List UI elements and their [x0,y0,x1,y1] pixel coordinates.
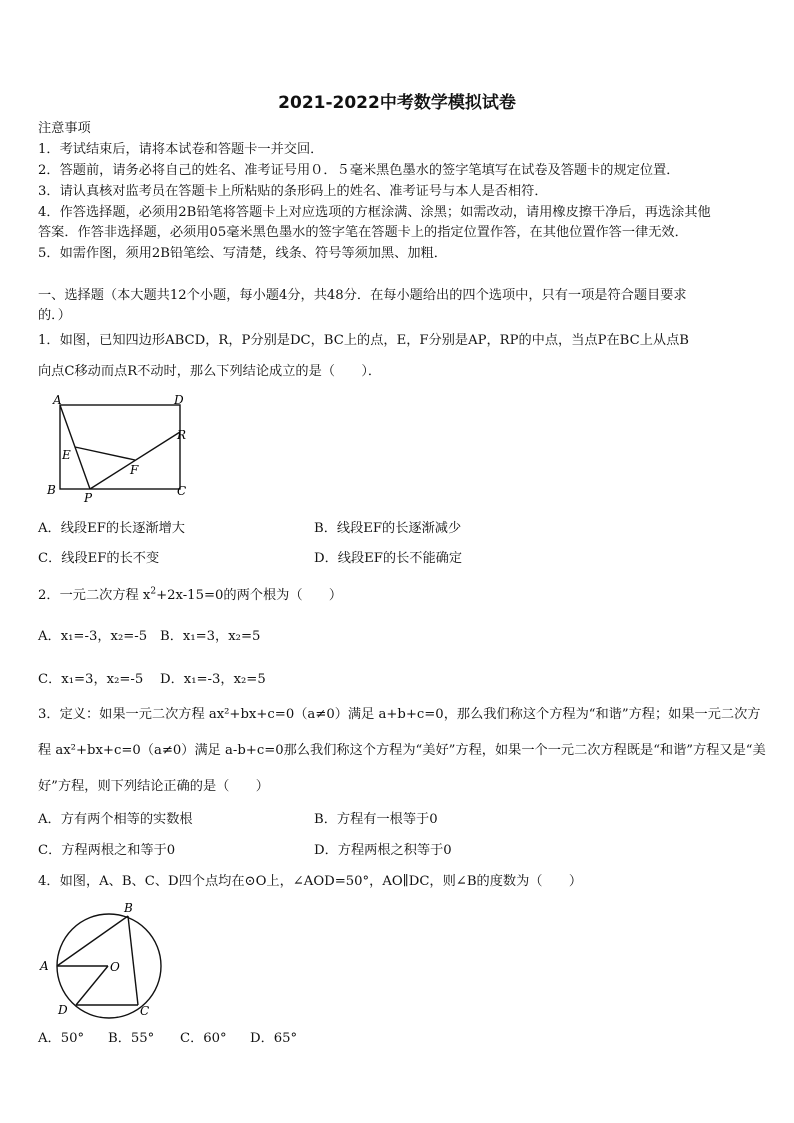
q4-figure [36,898,168,1022]
q4-option-b: B．55° [108,1031,155,1046]
q2-option-c: C．x₁=3，x₂=-5 [38,672,144,687]
q2-option-d: D．x₁=-3，x₂=5 [160,672,266,687]
section-heading-cont: 的．） [38,308,71,323]
section-heading: 一、选择题（本大题共12个小题，每小题4分，共48分．在每小题给出的四个选项中，只有一项是符合题目要求 [38,288,687,303]
q1-label-c: C [177,484,187,498]
q1-stem-cont: 向点C移动而点R不动时，那么下列结论成立的是（ ）． [38,364,382,379]
q4-label-d: D [58,1003,68,1017]
notice-item-3: 3．请认真核对监考员在答题卡上所粘贴的条形码上的姓名、准考证号与本人是否相符． [38,184,548,199]
q1-option-d: D．线段EF的长不能确定 [314,551,463,566]
q2-option-a: A．x₁=-3，x₂=-5 [38,629,148,644]
q4-stem: 4．如图，A、B、C、D四个点均在⊙O上，∠AOD=50°，AO∥DC，则∠B的度数为（ ） [38,874,583,889]
q1-label-r: R [177,428,187,442]
notice-item-5: 5．如需作图，须用2B铅笔绘、写清楚，线条、符号等须加黑、加粗． [38,246,447,261]
q1-option-b: B．线段EF的长逐渐减少 [314,521,462,536]
q3-stem: 3．定义：如果一元二次方程 ax²+bx+c=0（a≠0）满足 a+b+c=0，那么我们称这个方程为“和谐”方程；如果一元二次方 [38,707,761,722]
q1-label-p: P [84,491,93,504]
q3-option-c: C．方程两根之和等于0 [38,843,176,858]
notice-item-2: 2．答题前，请务必将自己的姓名、准考证号用０．５毫米黑色墨水的签字笔填写在试卷及答题卡的规定位置． [38,163,680,178]
q1-label-a: A [53,393,62,407]
q1-figure [44,392,194,504]
q4-option-c: C．60° [180,1031,227,1046]
q3-option-a: A．方有两个相等的实数根 [38,812,193,827]
q4-label-o: O [110,960,120,974]
q4-label-b: B [124,901,133,915]
q3-stem-cont: 程 ax²+bx+c=0（a≠0）满足 a-b+c=0那么我们称这个方程为“美好”方程，如果一个一元二次方程既是“和谐”方程又是“美 [38,743,766,758]
q3-stem-cont-2: 好”方程，则下列结论正确的是（ ） [38,779,269,794]
notice-item-4-cont: 答案．作答非选择题，必须用05毫米黑色墨水的签字笔在答题卡上的指定位置作答，在其他位置作答一律无效． [38,225,688,240]
q2-option-b: B．x₁=3，x₂=5 [160,629,261,644]
q1-option-c: C．线段EF的长不变 [38,551,160,566]
q1-option-a: A．线段EF的长逐渐增大 [38,521,185,536]
q4-option-a: A．50° [38,1031,85,1046]
q1-label-b: B [47,483,56,497]
q1-stem: 1．如图，已知四边形ABCD，R，P分别是DC，BC上的点，E，F分别是AP，RP的中点，当点P在BC上从点B [38,333,689,348]
q2-stem: 2．一元二次方程 $x^2+2x-15=0$的两个根为（ ） [38,586,343,603]
notice-item-1: 1．考试结束后，请将本试卷和答题卡一并交回． [38,142,324,157]
q1-label-e: E [62,448,71,462]
q4-label-a: A [40,959,49,973]
q1-label-d: D [174,393,184,407]
page-title: 2021-2022中考数学模拟试卷 [278,93,516,113]
notice-heading: 注意事项 [38,121,91,136]
q3-option-d: D．方程两根之积等于0 [314,843,452,858]
q4-option-d: D．65° [250,1031,298,1046]
notice-item-4: 4．作答选择题，必须用2B铅笔将答题卡上对应选项的方框涂满、涂黑；如需改动，请用橡皮擦干净后，再选涂其他 [38,205,711,220]
q1-label-f: F [130,463,139,477]
q3-option-b: B．方程有一根等于0 [314,812,438,827]
q4-label-c: C [140,1004,150,1018]
